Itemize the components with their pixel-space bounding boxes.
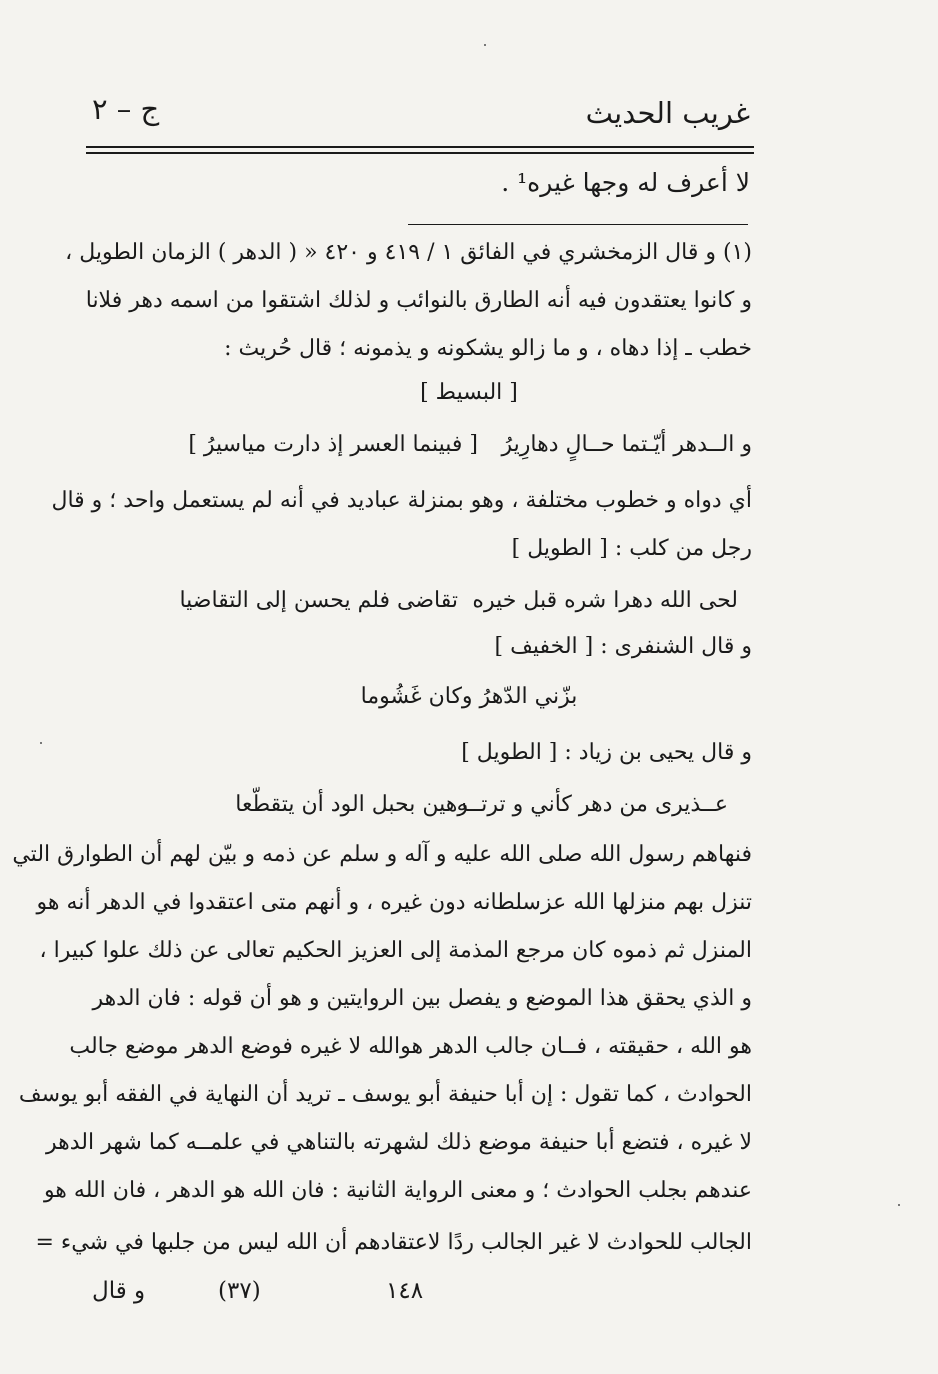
footnote-line: الجالب للحوادث لا غير الجالب ردًا لاعتقادهم أن الله ليس من جلبها في شيء =: [35, 1230, 752, 1255]
header-rule-double: [86, 152, 754, 154]
verse-hemistich-right: و الــدهر أيّـتما حــالٍ دهارِيرُ: [501, 432, 752, 457]
footnote-line: خطب ـ إذا دهاه ، و ما زالو يشكونه و يذمونه ؛ قال حُريث :: [224, 336, 752, 361]
volume-label: ج – ٢: [92, 92, 160, 126]
footnote-line: و قال الشنفرى : [ الخفيف ]: [494, 634, 752, 659]
footnote-line: و قال يحيى بن زياد : [ الطويل ]: [461, 740, 752, 765]
verse-hemistich-left: [ فبينما العسر إذ دارت مياسيرُ ]: [188, 432, 478, 457]
verse-hemistich-right: عــذيرى من دهر كأني و ترتــه: [456, 792, 728, 817]
running-title: غريب الحديث: [585, 96, 750, 130]
footnote-line: المنزل ثم ذموه كان مرجع المذمة إلى العزيز الحكيم تعالى عن ذلك علوا كبيرا ،: [39, 938, 752, 963]
footnote-line: لا غيره ، فتضع أبا حنيفة موضع ذلك لشهرته بالتناهي في علمــه كما شهر الدهر: [46, 1130, 752, 1155]
footnote-line: و الذي يحقق هذا الموضع و يفصل بين الروايتين و هو أن قوله : فان الدهر: [92, 986, 752, 1011]
footnote-line: الحوادث ، كما تقول : إن أبا حنيفة أبو يوسف ـ تريد أن النهاية في الفقه أبو يوسف: [18, 1082, 752, 1107]
catchword: و قال: [92, 1278, 146, 1304]
footnote-line: تنزل بهم منزلها الله عزسلطانه دون غيره ، و أنهم متى اعتقدوا في الدهر أنه هو: [36, 890, 752, 915]
verse-hemistich-left: رهين بحبل الود أن يتقطّعا: [235, 792, 468, 817]
footnote-line: عندهم بجلب الحوادث ؛ و معنى الرواية الثانية : فان الله هو الدهر ، فان الله هو: [43, 1178, 752, 1203]
verse-line: بزّني الدّهرُ وكان غَشُوما: [360, 684, 578, 709]
footnote-line: و كانوا يعتقدون فيه أنه الطارق بالنوائب و لذلك اشتقوا من اسمه دهر فلانا: [85, 288, 752, 313]
footnote-line: فنهاهم رسول الله صلى الله عليه و آله و سلم عن ذمه و بيّن لهم أن الطوارق التي: [12, 842, 752, 867]
body-text-line: لا أعرف له وجها غيره¹ .: [501, 168, 750, 197]
footnote-line: رجل من كلب : [ الطويل ]: [511, 536, 752, 561]
scan-speck: [898, 1204, 900, 1206]
footnote-separator: [408, 224, 748, 225]
meter-label: [ البسيط ]: [420, 380, 518, 405]
verse-hemistich-right: لحى الله دهرا شره قبل خيره: [472, 588, 738, 613]
header-rule: [86, 146, 754, 148]
scan-speck: [40, 742, 42, 744]
footnote-line: أي دواه و خطوب مختلفة ، وهو بمنزلة عباديد في أنه لم يستعمل واحد ؛ و قال: [51, 488, 752, 513]
scan-speck: [484, 44, 486, 46]
footnote-line: هو الله ، حقيقته ، فــان جالب الدهر هوالله لا غيره فوضع الدهر موضع جالب: [69, 1034, 752, 1059]
footnote-line: (١) و قال الزمخشري في الفائق ١ / ٤١٩ و ٤٢٠ « ( الدهر ) الزمان الطويل ،: [65, 240, 752, 265]
signature-mark: (٣٧): [218, 1278, 261, 1304]
verse-hemistich-left: تقاضى فلم يحسن إلى التقاضيا: [179, 588, 458, 613]
page-number: ١٤٨: [386, 1278, 424, 1304]
